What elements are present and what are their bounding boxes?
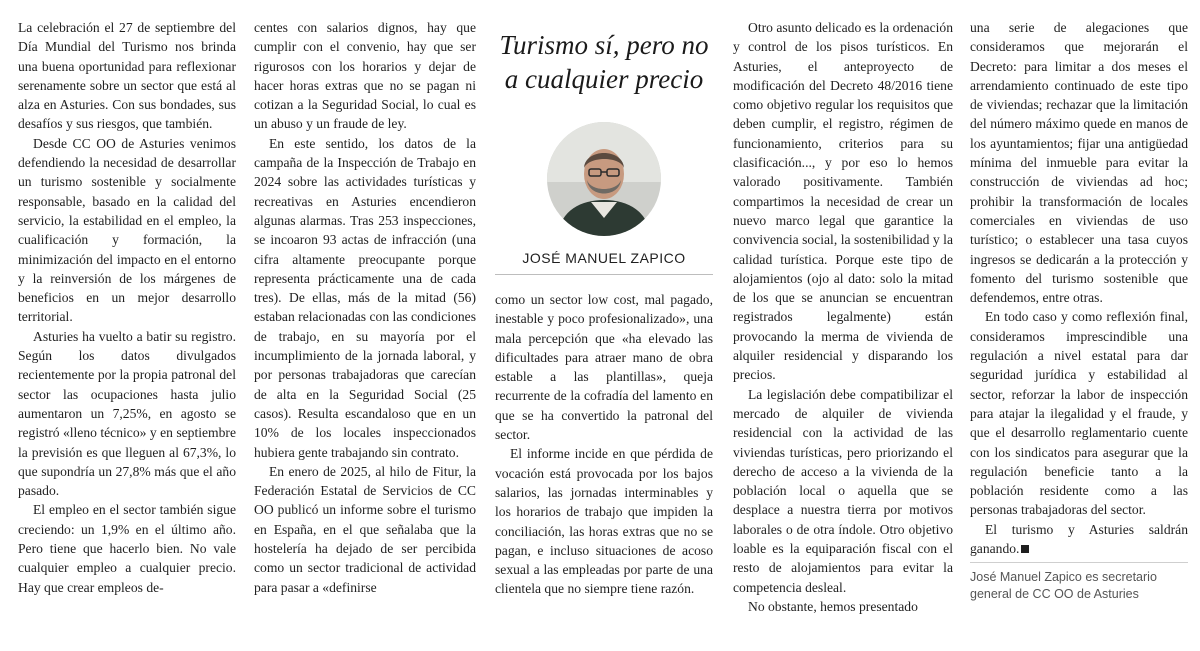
article-column-3 [495,290,713,599]
author-portrait [547,122,661,236]
end-mark-icon [1021,545,1029,553]
author-bio: José Manuel Zapico es secretario general de CC OO de Asturies [970,562,1188,603]
paragraph: Asturies ha vuelto a batir su registro. Según los datos divulgados recientemente por la propia patronal del sector las ocupaciones hasta julio aumentaron un 7,25%, en agosto se registró «lleno técnico» y en septiembre la previsión es que lleguen al 67,3%, lo que supondría un 27,8% más que el año pasado. [18,328,236,499]
article-column-4 [733,18,953,616]
paragraph: En enero de 2025, al hilo de Fitur, la Federación Estatal de Servicios de CC OO publicó un informe sobre el turismo en España, en el que señalaba que la hostelería ha dejado de ser percibida como un sector tradicional de actividad para pasar a «definirse [254,463,476,595]
paragraph: En este sentido, los datos de la campaña de la Inspección de Trabajo en 2024 sobre las actividades turísticas y recreativas en Asturies encendieron algunas alarmas. Tras 253 inspecciones, se incoaron 93 actas de infracción (una cifra altamente preocupante porque representa prácticamente una de cada tres). De ellas, más de la mitad (56) estaban relacionadas con las condiciones de trabajo, en su mayoría por el incumplimiento de la jornada laboral, y por personas trabajadoras que carecían de alta en la Seguridad Social (25 casos). Resulta escandaloso que en un 10% de los locales inspeccionados hubiera gente trabajando sin contrato. [254,135,476,460]
paragraph: El empleo en el sector también sigue creciendo: un 1,9% en el último año. Pero tiene que hacerlo bien. No vale cualquier empleo a cualquier precio. Hay que crear empleos de- [18,502,236,595]
article-title: Turismo sí, pero no a cualquier precio [499,30,709,94]
paragraph: La celebración el 27 de septiembre del Día Mundial del Turismo nos brinda una buena oportunidad para reflexionar serenamente sobre un sector que está al alza en Asturies. Con sus bondades, sus desafíos y sus riesgos, que también. [18,20,236,132]
author-photo-icon [547,122,661,236]
paragraph: No obstante, hemos presentado [748,598,918,614]
paragraph [970,520,1188,559]
paragraph: una serie de alegaciones que consideramos que mejorarán el Decreto: para limitar a dos meses el arrendamiento continuado de este tipo de viviendas; rechazar que la limitación del número máximo quede en manos de los ayuntamientos; fijar una antigüedad mínima del inmueble para evitar la construcción de viviendas ad hoc; prohibir la transformación de locales comerciales en viviendas de uso turístico; o establecer una tasa cuyos ingresos se dedicarán a la protección y fomento del turismo sostenible que defendemos, entre otras. [970,20,1188,306]
paragraph: Otro asunto delicado es la ordenación y control de los pisos turísticos. En Asturies, el anteproyecto de modificación del Decreto 48/2016 tiene como objetivo regular los requisitos que deben cumplir, el registro, régimen de funcionamiento, criterios para su clasificación..., y por eso lo hemos valorado positivamente. También compartimos la necesidad de crear un nuevo marco legal que garantice la convivencia social, la sostenibilidad y la calidad turística. Porque este tipo de alojamientos (ojo al dato: solo la mitad de los que se anuncian se encuentran registrados legalmente) están provocando la merma de vivienda de alquiler residencial y disparando los precios. [733,20,953,383]
paragraph: En todo caso y como reflexión final, consideramos imprescindible una regulación a nivel estatal para dar seguridad jurídica y estabilidad al sector, reforzar la labor de inspección para atajar la ilegalidad y el fraude, y que el desarrollo reglamentario cuente con los sindicatos para asegurar que la regulación beneficie tanto a la población residente como a las personas trabajadoras del sector. [970,309,1188,518]
article-column-1 [18,18,236,597]
paragraph: centes con salarios dignos, hay que cumplir con el convenio, hay que ser rigurosos con los horarios y dejar de hacer horas extras que no se pagan ni cotizan a la Seguridad Social, lo cual es un abuso y un fraude de ley. [254,20,476,132]
paragraph: como un sector low cost, mal pagado, inestable y poco profesionalizado», una mala percepción que «ha elevado las dificultades para atraer mano de obra estable a las plantillas», queja recurrente de la cofradía del lamento en que se ha convertido la patronal del sector. [495,292,713,443]
paragraph: Desde CC OO de Asturies venimos defendiendo la necesidad de desarrollar un turismo sostenible y socialmente responsable, basado en la calidad del servicio, la estabilidad en el empleo, la cualificación y formación, la minimización del impacto en el entorno y la reinversión de los márgenes de beneficios en un mejor desarrollo territorial. [18,135,236,325]
paragraph: El informe incide en que pérdida de vocación está provocada por los bajos salarios, las jornadas interminables y los horarios de trabajo que impiden la conciliación, las horas extras que no se pagan, e incluso situaciones de acoso sexual a las empleadas por parte de una clientela que no siempre tiene razón. [495,446,713,597]
article-column-2 [254,18,476,597]
author-byline: JOSÉ MANUEL ZAPICO [495,250,713,275]
closing-line: El turismo y Asturies saldrán ganando. [970,521,1188,557]
paragraph: La legislación debe compatibilizar el mercado de alquiler de vivienda residencial con la actividad de las viviendas turísticas, pero priorizando el derecho de acceso a la vivienda de la población local o aquella que se desplace a nuestra tierra por motivos laborales o de otra índole. Otro objetivo loable es la equiparación fiscal con el resto de alojamientos para evitar la competencia desleal. [733,386,953,595]
article-column-5 [970,18,1188,558]
